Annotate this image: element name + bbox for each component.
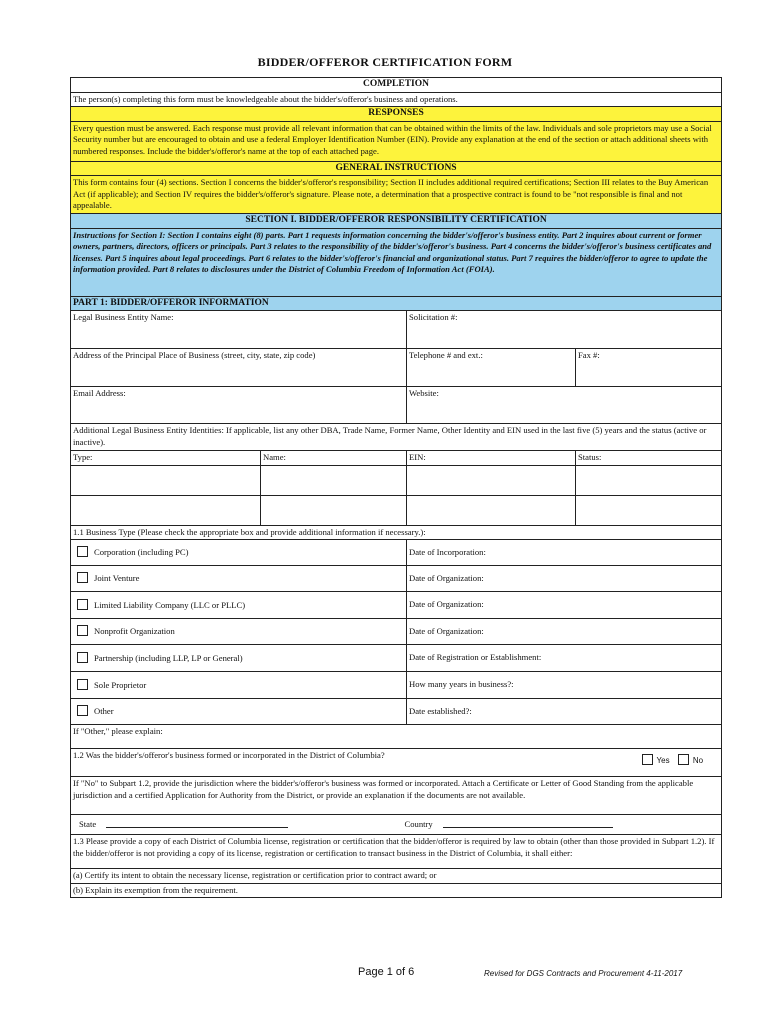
option-label: Nonprofit Organization: [94, 626, 175, 637]
checkbox[interactable]: [77, 679, 88, 690]
option-label: Partnership (including LLP, LP or General): [94, 652, 243, 663]
option-joint-venture[interactable]: [71, 566, 407, 592]
q13-option-b: (b) Explain its exemption from the requirement.: [71, 883, 722, 898]
state-country-row: [71, 815, 722, 835]
part1-heading: PART 1: BIDDER/OFFEROR INFORMATION: [71, 296, 722, 311]
revision-note: Revised for DGS Contracts and Procurement 4-11-2017: [484, 969, 683, 978]
q13-text: 1.3 Please provide a copy of each District of Columbia license, registration or certification that the bidder/offeror is required by law to obtain (other than those provided in Subpart 1.2). If the bidder/offeror is not providing a copy of its license, registration or certification to transact business in the District of Columbia, it shall either:: [71, 835, 722, 869]
name-cell[interactable]: [261, 495, 407, 525]
section1-instructions: Instructions for Section I: Section I contains eight (8) parts. Part 1 requests information concerning the bidder's/offeror's business entity. Part 2 inquires about current or former owners, partners, directors, officers or principals. Part 3 relates to the responsibility of the bidder's/offeror's business. Part 4 concerns the bidder's/offeror's business certificates and licenses. Part 5 inquires about legal proceedings. Part 6 relates to the bidder's/offeror's financial and organizational status. Part 7 requires the bidder/offeror to agree to update the information provided. Part 8 relates to disclosures under the District of Columbia Freedom of Information Act (FOIA).: [71, 228, 722, 296]
name-cell[interactable]: [261, 465, 407, 495]
email-field[interactable]: Email Address:: [71, 387, 407, 424]
option-label: Sole Proprietor: [94, 679, 147, 690]
date-of-organization-field[interactable]: Date of Organization:: [407, 619, 722, 645]
years-in-business-field[interactable]: How many years in business?:: [407, 672, 722, 699]
website-field[interactable]: Website:: [407, 387, 722, 424]
checkbox[interactable]: [77, 572, 88, 583]
date-of-organization-field[interactable]: Date of Organization:: [407, 566, 722, 592]
date-of-registration-field[interactable]: Date of Registration or Establishment:: [407, 645, 722, 672]
fax-field[interactable]: Fax #:: [576, 349, 722, 387]
yes-checkbox[interactable]: [642, 754, 653, 765]
address-field[interactable]: Address of the Principal Place of Business (street, city, state, zip code): [71, 349, 407, 387]
checkbox[interactable]: [77, 625, 88, 636]
completion-text: The person(s) completing this form must be knowledgeable about the bidder's/offeror's business and operations.: [71, 92, 722, 107]
option-corporation[interactable]: [71, 540, 407, 566]
responses-heading: RESPONSES: [71, 107, 722, 122]
checkbox[interactable]: [77, 652, 88, 663]
solicitation-field[interactable]: Solicitation #:: [407, 311, 722, 349]
status-cell[interactable]: [576, 495, 722, 525]
no-label: No: [692, 756, 704, 765]
checkbox[interactable]: [77, 599, 88, 610]
status-cell[interactable]: [576, 465, 722, 495]
type-cell[interactable]: [71, 465, 261, 495]
option-label: Joint Venture: [94, 573, 140, 584]
status-column-header: Status:: [576, 451, 722, 466]
form-title: BIDDER/OFFEROR CERTIFICATION FORM: [257, 55, 513, 69]
telephone-field[interactable]: Telephone # and ext.:: [407, 349, 576, 387]
state-label: State: [79, 818, 97, 829]
option-label: Corporation (including PC): [94, 547, 189, 558]
completion-heading: COMPLETION: [71, 78, 722, 93]
checkbox[interactable]: [77, 705, 88, 716]
option-other[interactable]: [71, 699, 407, 725]
country-label: Country: [404, 818, 433, 829]
q12-text: 1.2 Was the bidder's/offeror's business formed or incorporated in the District of Columbia?: [73, 750, 385, 760]
option-llc[interactable]: [71, 592, 407, 619]
additional-identities-text: Additional Legal Business Entity Identities: If applicable, list any other DBA, Trade Name, Former Name, Other Identity and EIN used in the last five (5) years and the status (active or inactive).: [71, 424, 722, 451]
type-cell[interactable]: [71, 495, 261, 525]
certification-form: [70, 77, 722, 898]
ein-cell[interactable]: [407, 495, 576, 525]
yes-no-group: [636, 754, 704, 767]
name-column-header: Name:: [261, 451, 407, 466]
general-instructions-text: This form contains four (4) sections. Section I concerns the bidder's/offeror's responsibility; Section II includes additional required certifications; Section III relates to the Buy American Act (if applicable); and Section IV requires the bidder's/offeror's signature. Please note, a determination that a prospective contract is found to be "not responsible is final and not appealable.: [71, 176, 722, 214]
responses-text: Every question must be answered. Each response must provide all relevant information that can be obtained within the limits of the law. Individuals and sole proprietors may use a Social Security number but are encouraged to obtain and use a federal Employer Identification Number (EIN). Provide any explanation at the end of the section or attach additional sheets with numbered responses. Include the bidder's/offeror's name at the top of each attached page.: [71, 121, 722, 161]
yes-label: Yes: [656, 756, 670, 765]
state-input-line[interactable]: [106, 827, 288, 828]
date-of-organization-field[interactable]: Date of Organization:: [407, 592, 722, 619]
option-nonprofit[interactable]: [71, 619, 407, 645]
date-of-incorporation-field[interactable]: Date of Incorporation:: [407, 540, 722, 566]
option-label: Other: [94, 706, 114, 717]
date-established-field[interactable]: Date established?:: [407, 699, 722, 725]
country-input-line[interactable]: [443, 827, 613, 828]
no-checkbox[interactable]: [678, 754, 689, 765]
other-explain-field[interactable]: If "Other," please explain:: [71, 725, 722, 749]
option-label: Limited Liability Company (LLC or PLLC): [94, 599, 246, 610]
type-column-header: Type:: [71, 451, 261, 466]
option-sole-proprietor[interactable]: [71, 672, 407, 699]
page-number: Page 1 of 6: [358, 966, 415, 978]
q12-if-no-text: If "No" to Subpart 1.2, provide the jurisdiction where the bidder's/offeror's business was formed or incorporated. Attach a Certificate or Letter of Good Standing from the applicable jurisdiction and a certified Application for Authority from the District, or provide an explanation if the documents are not available.: [71, 777, 722, 815]
q13-option-a: (a) Certify its intent to obtain the necessary license, registration or certification prior to contract award; or: [71, 869, 722, 884]
general-instructions-heading: GENERAL INSTRUCTIONS: [71, 161, 722, 176]
q12-row: [71, 749, 722, 777]
section1-heading: SECTION I. BIDDER/OFFEROR RESPONSIBILITY CERTIFICATION: [71, 214, 722, 229]
option-partnership[interactable]: [71, 645, 407, 672]
legal-name-field[interactable]: Legal Business Entity Name:: [71, 311, 407, 349]
business-type-prompt: 1.1 Business Type (Please check the appropriate box and provide additional information if necessary.):: [71, 525, 722, 540]
ein-cell[interactable]: [407, 465, 576, 495]
ein-column-header: EIN:: [407, 451, 576, 466]
checkbox[interactable]: [77, 546, 88, 557]
